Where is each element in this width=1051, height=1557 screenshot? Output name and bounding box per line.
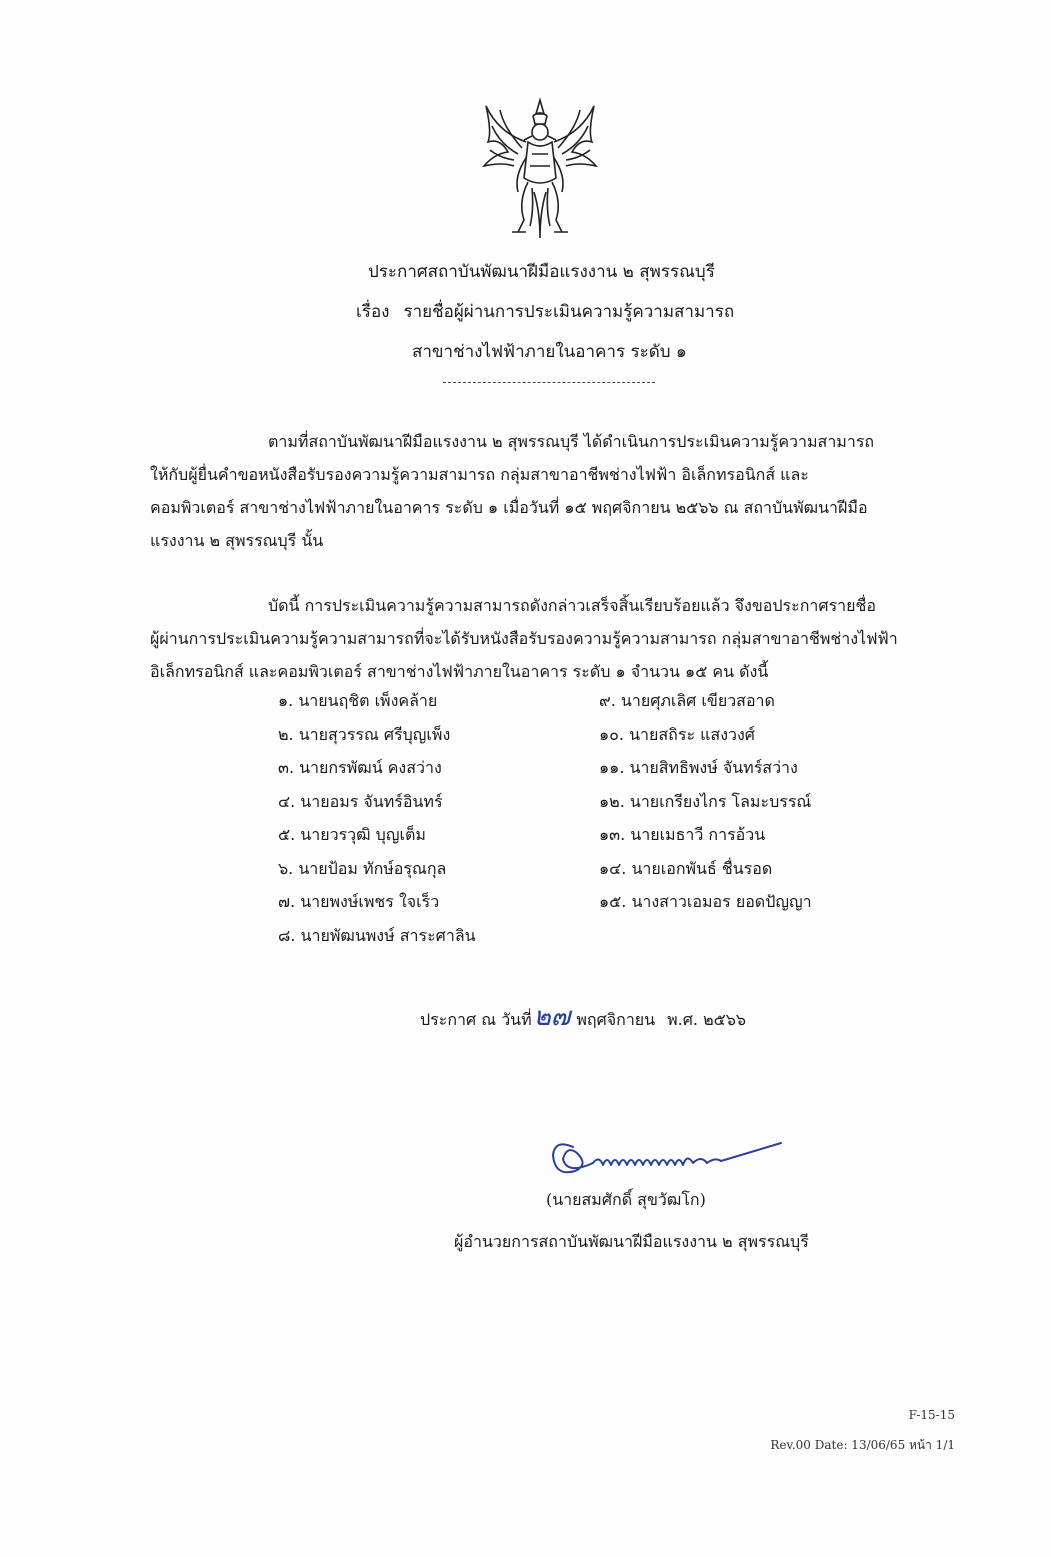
document-code: F-15-15: [908, 1408, 955, 1422]
list-item: ๑๑. นายสิทธิพงษ์ จันทร์สว่าง: [599, 758, 798, 777]
announcement-subject: [356, 298, 734, 325]
paragraph-line: อิเล็กทรอนิกส์ และคอมพิวเตอร์ สาขาช่างไฟฟ้าภายในอาคาร ระดับ ๑ จำนวน ๑๕ คน ดังนี้: [150, 662, 769, 681]
paragraph-line: ผู้ผ่านการประเมินความรู้ความสามารถที่จะได้รับหนังสือรับรองความรู้ความสามารถ กลุ่มสาขาอาชีพช่างไฟฟ้า: [150, 629, 898, 648]
list-item: ๖. นายป้อม ทักษ์อรุณกุล: [278, 858, 447, 878]
list-item: ๒. นายสุวรรณ ศรีบุญเพ็ง: [278, 724, 451, 744]
list-item: ๘. นายพัฒนพงษ์ สาระศาลิน: [278, 925, 476, 945]
signer-name: (นายสมศักดิ์ สุขวัฒโก): [546, 1190, 706, 1209]
list-item: ๑๓. นายเมธาวี การอ้วน: [599, 825, 766, 844]
revision-info: Rev.00 Date: 13/06/65 หน้า 1/1: [770, 1438, 955, 1452]
title-divider: [443, 382, 655, 383]
announcement-subject-line2: สาขาช่างไฟฟ้าภายในอาคาร ระดับ ๑: [412, 342, 687, 362]
body-paragraph-1: [150, 425, 960, 557]
signature-image: [545, 1125, 795, 1185]
garuda-emblem-icon: [478, 92, 602, 242]
names-list-right: [599, 684, 812, 919]
announcement-title: ประกาศสถาบันพัฒนาฝีมือแรงงาน ๒ สุพรรณบุรี: [368, 262, 715, 282]
body-paragraph-2: [150, 589, 960, 688]
list-item: ๑. นายนฤชิต เพ็งคล้าย: [278, 691, 438, 710]
list-item: ๔. นายอมร จันทร์อินทร์: [278, 791, 443, 811]
announce-month: พฤศจิกายน: [576, 1010, 656, 1029]
paragraph-line: แรงงาน ๒ สุพรรณบุรี นั้น: [150, 531, 324, 550]
list-item: ๙. นายศุภเลิศ เขียวสอาด: [599, 691, 775, 710]
announce-prefix: ประกาศ ณ วันที่: [420, 1010, 532, 1029]
list-item: ๑๕. นางสาวเอมอร ยอดปัญญา: [599, 892, 812, 911]
subject-text: รายชื่อผู้ผ่านการประเมินความรู้ความสามารถ: [403, 302, 735, 322]
names-list-left: [278, 684, 476, 952]
announcement-date: [420, 1000, 746, 1041]
handwritten-day: ๒๗: [533, 1002, 571, 1032]
list-item: ๓. นายกรพัฒน์ คงสว่าง: [278, 758, 442, 777]
list-item: ๗. นายพงษ์เพชร ใจเร็ว: [278, 892, 440, 911]
list-item: ๑๒. นายเกรียงไกร โลมะบรรณ์: [599, 791, 812, 811]
paragraph-line: บัดนี้ การประเมินความรู้ความสามารถดังกล่าวเสร็จสิ้นเรียบร้อยแล้ว จึงขอประกาศรายชื่อ: [268, 596, 876, 615]
paragraph-line: ให้กับผู้ยื่นคำขอหนังสือรับรองความรู้ความสามารถ กลุ่มสาขาอาชีพช่างไฟฟ้า อิเล็กทรอนิกส์ และ: [150, 465, 809, 484]
subject-label: เรื่อง: [356, 302, 390, 322]
paragraph-line: ตามที่สถาบันพัฒนาฝีมือแรงงาน ๒ สุพรรณบุรี ได้ดำเนินการประเมินความรู้ความสามารถ: [268, 432, 875, 451]
list-item: ๑๐. นายสถิระ แสงวงศ์: [599, 724, 755, 744]
list-item: ๕. นายวรวุฒิ บุญเต็ม: [278, 825, 426, 844]
list-item: ๑๔. นายเอกพันธ์ ชื่นรอด: [599, 858, 773, 878]
paragraph-line: คอมพิวเตอร์ สาขาช่างไฟฟ้าภายในอาคาร ระดับ ๑ เมื่อวันที่ ๑๕ พฤศจิกายน ๒๕๖๖ ณ สถาบันพัฒนาฝีมือ: [150, 498, 868, 517]
announce-year: พ.ศ. ๒๕๖๖: [667, 1010, 747, 1029]
signer-title: ผู้อำนวยการสถาบันพัฒนาฝีมือแรงงาน ๒ สุพรรณบุรี: [454, 1232, 809, 1251]
